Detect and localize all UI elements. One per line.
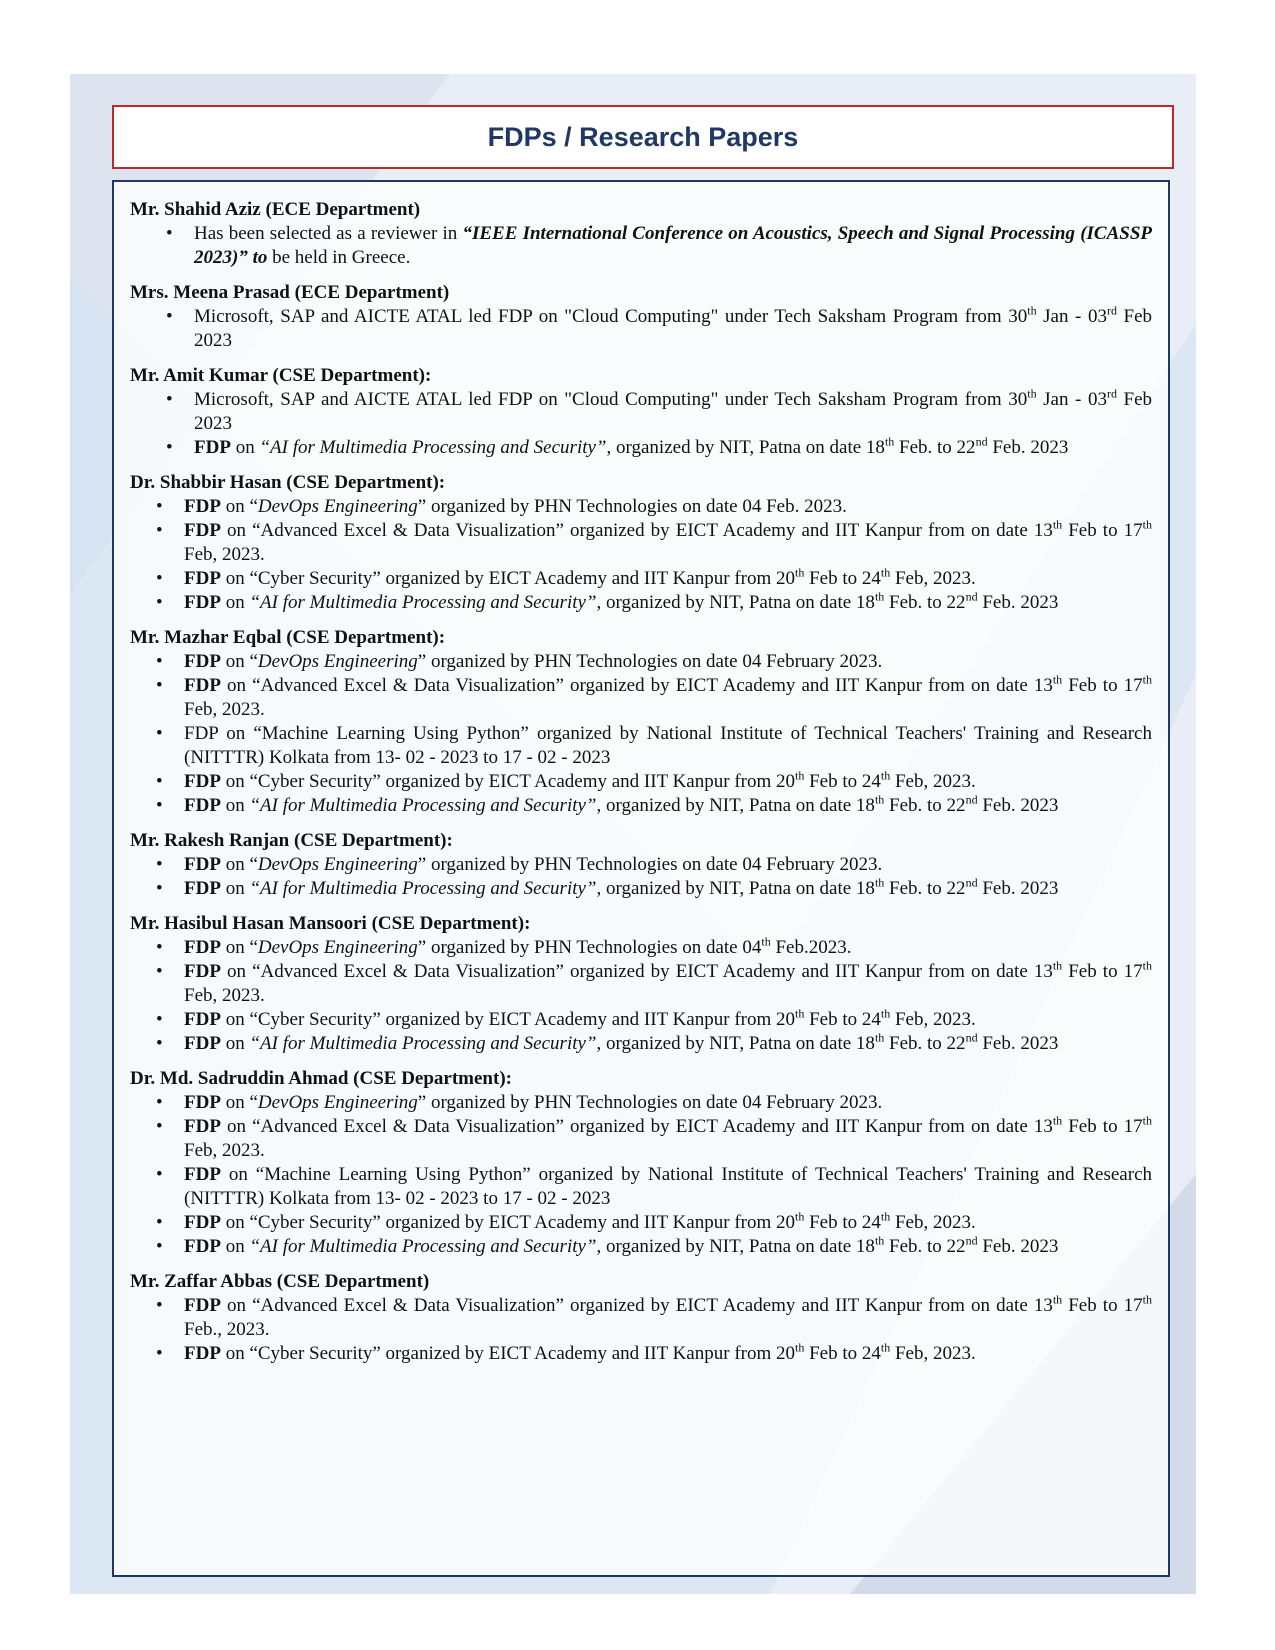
fdp-label: FDP bbox=[184, 1009, 221, 1030]
item-text: Feb to 17 bbox=[1062, 1116, 1143, 1137]
superscript: th bbox=[880, 768, 891, 783]
item-text: Jan - 03 bbox=[1036, 306, 1107, 327]
superscript: th bbox=[1142, 1113, 1153, 1128]
item-text: on “Advanced Excel & Data Visualization” organized by EICT Academy and IIT Kanpur from on date 13 bbox=[220, 961, 1053, 982]
list-item bbox=[130, 794, 1152, 818]
item-text: on “ bbox=[220, 651, 258, 672]
fdp-label: FDP bbox=[184, 1164, 221, 1185]
list-item bbox=[130, 305, 1152, 353]
superscript: th bbox=[795, 768, 805, 783]
fdp-label: FDP bbox=[184, 854, 221, 875]
item-text: on bbox=[220, 795, 250, 816]
item-title: DevOps Engineering bbox=[257, 937, 418, 958]
person-name: Mr. Shahid Aziz (ECE Department) bbox=[130, 199, 421, 220]
list-item bbox=[130, 495, 1152, 519]
fdp-label: FDP bbox=[184, 592, 221, 613]
fdp-label: FDP bbox=[184, 1212, 221, 1233]
item-text: on “ bbox=[220, 1092, 258, 1113]
item-title: “AI for Multimedia Processing and Security” bbox=[249, 1033, 597, 1054]
item-title: “IEEE International Conference on Acoustics, Speech and Signal Processing (ICASSP 2023)” to bbox=[194, 223, 1152, 268]
fdp-label: FDP bbox=[184, 568, 221, 589]
fdp-label: FDP bbox=[184, 795, 221, 816]
item-text: Feb to 24 bbox=[804, 1343, 881, 1364]
item-text: on bbox=[220, 592, 250, 613]
list-item bbox=[130, 722, 1152, 770]
item-title: DevOps Engineering bbox=[257, 496, 418, 517]
superscript: th bbox=[795, 1340, 805, 1355]
item-text: on “Cyber Security” organized by EICT Academy and IIT Kanpur from 20 bbox=[220, 1009, 796, 1030]
list-item bbox=[130, 1342, 1152, 1366]
item-text: ” organized by PHN Technologies on date 04 February 2023. bbox=[417, 651, 883, 672]
item-text: Feb 2023 bbox=[194, 389, 1153, 434]
superscript: rd bbox=[1106, 303, 1117, 318]
item-title: DevOps Engineering bbox=[257, 1092, 418, 1113]
item-text: Feb. to 22 bbox=[884, 1033, 966, 1054]
item-text: Feb to 24 bbox=[804, 771, 881, 792]
list-item bbox=[130, 1008, 1152, 1032]
fdp-label: FDP bbox=[184, 1033, 221, 1054]
item-title: “AI for Multimedia Processing and Security” bbox=[249, 592, 597, 613]
item-text: , organized by NIT, Patna on date 18 bbox=[596, 878, 875, 899]
item-text: Feb. 2023 bbox=[977, 1033, 1059, 1054]
list-item bbox=[130, 674, 1152, 722]
superscript: th bbox=[795, 1006, 805, 1021]
item-text: Feb, 2023. bbox=[890, 771, 976, 792]
person-entry bbox=[130, 829, 1152, 901]
item-text: Feb. to 22 bbox=[884, 795, 966, 816]
person-entry bbox=[130, 471, 1152, 615]
item-text: Feb to 17 bbox=[1062, 520, 1143, 541]
item-text: Microsoft, SAP and AICTE ATAL led FDP on "Cloud Computing" under Tech Saksham Program from 30 bbox=[194, 306, 1028, 327]
page-title: FDPs / Research Papers bbox=[487, 121, 799, 152]
item-text: Feb., 2023. bbox=[184, 1319, 270, 1340]
superscript: th bbox=[880, 1340, 891, 1355]
item-text: ” organized by PHN Technologies on date 04 Feb. 2023. bbox=[417, 496, 847, 517]
item-text: be held in Greece. bbox=[267, 247, 411, 268]
item-text: on bbox=[220, 878, 250, 899]
item-title: DevOps Engineering bbox=[257, 651, 418, 672]
title-box bbox=[112, 105, 1174, 169]
item-text: on “Cyber Security” organized by EICT Academy and IIT Kanpur from 20 bbox=[220, 771, 796, 792]
item-text: Feb 2023 bbox=[194, 306, 1153, 351]
item-list bbox=[130, 936, 1152, 1056]
item-text: Feb. to 22 bbox=[884, 1236, 966, 1257]
item-text: Feb, 2023. bbox=[184, 985, 265, 1006]
item-text: Jan - 03 bbox=[1036, 389, 1107, 410]
superscript: th bbox=[1052, 1292, 1063, 1307]
list-item bbox=[130, 567, 1152, 591]
item-text: Feb to 17 bbox=[1062, 1295, 1143, 1316]
item-text: Feb to 24 bbox=[804, 568, 881, 589]
item-text: Feb. 2023 bbox=[987, 437, 1069, 458]
item-title: “AI for Multimedia Processing and Security” bbox=[249, 795, 597, 816]
item-list bbox=[130, 1294, 1152, 1366]
item-text: ” organized by PHN Technologies on date 04 February 2023. bbox=[417, 854, 883, 875]
item-text: ” organized by PHN Technologies on date 04 February 2023. bbox=[417, 1092, 883, 1113]
superscript: th bbox=[880, 565, 891, 580]
superscript: nd bbox=[965, 792, 978, 807]
superscript: th bbox=[1052, 958, 1063, 973]
person-name: Mrs. Meena Prasad (ECE Department) bbox=[130, 282, 450, 303]
item-text: Feb. to 22 bbox=[894, 437, 976, 458]
fdp-label: FDP bbox=[184, 1092, 221, 1113]
list-item bbox=[130, 1091, 1152, 1115]
item-text: , organized by NIT, Patna on date 18 bbox=[596, 592, 875, 613]
item-text: on “Advanced Excel & Data Visualization” organized by EICT Academy and IIT Kanpur from on date 13 bbox=[220, 1295, 1053, 1316]
list-item bbox=[130, 936, 1152, 960]
item-text: Feb.2023. bbox=[770, 937, 852, 958]
fdp-label: FDP bbox=[184, 1236, 221, 1257]
item-text: Feb, 2023. bbox=[890, 1009, 976, 1030]
person-name: Mr. Zaffar Abbas (CSE Department) bbox=[130, 1271, 430, 1292]
item-title: “AI for Multimedia Processing and Security” bbox=[249, 1236, 597, 1257]
person-entry bbox=[130, 1067, 1152, 1259]
list-item bbox=[130, 388, 1152, 436]
list-item bbox=[130, 1032, 1152, 1056]
fdp-label: FDP bbox=[184, 878, 221, 899]
superscript: th bbox=[874, 792, 885, 807]
item-text: Feb to 24 bbox=[804, 1212, 881, 1233]
item-title: “AI for Multimedia Processing and Security” bbox=[249, 878, 597, 899]
person-name: Mr. Amit Kumar (CSE Department): bbox=[130, 365, 432, 386]
item-text: Feb to 24 bbox=[804, 1009, 881, 1030]
item-text: , organized by NIT, Patna on date 18 bbox=[596, 1236, 875, 1257]
item-list bbox=[130, 305, 1152, 353]
superscript: nd bbox=[965, 1233, 978, 1248]
superscript: nd bbox=[965, 875, 978, 890]
item-title: DevOps Engineering bbox=[257, 854, 418, 875]
list-item bbox=[130, 1115, 1152, 1163]
item-text: Feb, 2023. bbox=[890, 1343, 976, 1364]
superscript: th bbox=[874, 1030, 885, 1045]
list-item bbox=[130, 650, 1152, 674]
item-text: Feb to 17 bbox=[1062, 675, 1143, 696]
item-text: on bbox=[220, 1033, 250, 1054]
item-text: on bbox=[230, 437, 260, 458]
list-item bbox=[130, 877, 1152, 901]
item-text: FDP on “Machine Learning Using Python” organized by National Institute of Technical Teachers' Training and Research (NITTTR) Kolkata from 13- 02 - 2023 to 17 - 02 - 2023 bbox=[184, 723, 1152, 768]
list-item bbox=[130, 436, 1152, 460]
superscript: th bbox=[880, 1209, 891, 1224]
content-box bbox=[112, 180, 1170, 1577]
list-item bbox=[130, 591, 1152, 615]
item-text: Microsoft, SAP and AICTE ATAL led FDP on "Cloud Computing" under Tech Saksham Program from 30 bbox=[194, 389, 1028, 410]
list-item bbox=[130, 1211, 1152, 1235]
superscript: th bbox=[1027, 386, 1037, 401]
fdp-label: FDP bbox=[184, 520, 221, 541]
superscript: th bbox=[1142, 958, 1153, 973]
list-item bbox=[130, 1235, 1152, 1259]
item-title: “AI for Multimedia Processing and Security” bbox=[259, 437, 607, 458]
item-list bbox=[130, 1091, 1152, 1259]
superscript: th bbox=[1027, 303, 1037, 318]
item-text: , organized by NIT, Patna on date 18 bbox=[596, 795, 875, 816]
item-text: Feb, 2023. bbox=[890, 1212, 976, 1233]
fdp-label: FDP bbox=[184, 961, 221, 982]
item-list bbox=[130, 853, 1152, 901]
item-text: on “ bbox=[220, 496, 258, 517]
item-text: Feb. 2023 bbox=[977, 878, 1059, 899]
superscript: th bbox=[795, 1209, 805, 1224]
item-text: ” organized by PHN Technologies on date 04 bbox=[417, 937, 762, 958]
superscript: nd bbox=[965, 589, 978, 604]
superscript: th bbox=[1142, 1292, 1153, 1307]
fdp-label: FDP bbox=[184, 771, 221, 792]
superscript: th bbox=[874, 1233, 885, 1248]
superscript: th bbox=[1052, 1113, 1063, 1128]
person-entry bbox=[130, 198, 1152, 270]
fdp-label: FDP bbox=[184, 1116, 221, 1137]
item-list bbox=[130, 495, 1152, 615]
superscript: th bbox=[874, 589, 885, 604]
fdp-label: FDP bbox=[184, 651, 221, 672]
item-text: on “ bbox=[220, 854, 258, 875]
list-item bbox=[130, 1163, 1152, 1211]
superscript: th bbox=[1052, 517, 1063, 532]
person-entry bbox=[130, 626, 1152, 818]
list-item bbox=[130, 1294, 1152, 1342]
fdp-label: FDP bbox=[184, 937, 221, 958]
item-text: Feb. to 22 bbox=[884, 592, 966, 613]
item-text: Feb. 2023 bbox=[977, 795, 1059, 816]
item-text: Has been selected as a reviewer in bbox=[194, 223, 463, 244]
item-text: on bbox=[220, 1236, 250, 1257]
superscript: nd bbox=[965, 1030, 978, 1045]
fdp-label: FDP bbox=[184, 496, 221, 517]
item-text: on “Machine Learning Using Python” organized by National Institute of Technical Teachers' Training and Research (NITTTR) Kolkata from 13- 02 - 2023 to 17 - 02 - 2023 bbox=[184, 1164, 1152, 1209]
item-text: Feb. 2023 bbox=[977, 1236, 1059, 1257]
item-list bbox=[130, 650, 1152, 818]
item-text: , organized by NIT, Patna on date 18 bbox=[606, 437, 885, 458]
item-text: Feb. to 22 bbox=[884, 878, 966, 899]
person-entry bbox=[130, 281, 1152, 353]
item-list bbox=[130, 388, 1152, 460]
superscript: th bbox=[874, 875, 885, 890]
item-text: Feb, 2023. bbox=[184, 1140, 265, 1161]
fdp-label: FDP bbox=[184, 1295, 221, 1316]
item-text: Feb to 17 bbox=[1062, 961, 1143, 982]
item-text: Feb, 2023. bbox=[890, 568, 976, 589]
person-name: Dr. Shabbir Hasan (CSE Department): bbox=[130, 472, 446, 493]
item-text: on “Cyber Security” organized by EICT Academy and IIT Kanpur from 20 bbox=[220, 1212, 796, 1233]
item-text: on “Advanced Excel & Data Visualization” organized by EICT Academy and IIT Kanpur from on date 13 bbox=[220, 520, 1053, 541]
superscript: th bbox=[1142, 672, 1153, 687]
superscript: rd bbox=[1106, 386, 1117, 401]
item-text: , organized by NIT, Patna on date 18 bbox=[596, 1033, 875, 1054]
fdp-label: FDP bbox=[184, 1343, 221, 1364]
person-name: Mr. Hasibul Hasan Mansoori (CSE Department): bbox=[130, 913, 531, 934]
item-text: Feb. 2023 bbox=[977, 592, 1059, 613]
item-text: Feb, 2023. bbox=[184, 699, 265, 720]
person-entry bbox=[130, 912, 1152, 1056]
superscript: th bbox=[1142, 517, 1153, 532]
item-text: on “Advanced Excel & Data Visualization” organized by EICT Academy and IIT Kanpur from on date 13 bbox=[220, 675, 1053, 696]
item-text: Feb, 2023. bbox=[184, 544, 265, 565]
person-entry bbox=[130, 364, 1152, 460]
superscript: th bbox=[884, 434, 895, 449]
person-name: Dr. Md. Sadruddin Ahmad (CSE Department): bbox=[130, 1068, 512, 1089]
item-text: on “Cyber Security” organized by EICT Academy and IIT Kanpur from 20 bbox=[220, 1343, 796, 1364]
item-text: on “Advanced Excel & Data Visualization” organized by EICT Academy and IIT Kanpur from on date 13 bbox=[220, 1116, 1053, 1137]
item-list bbox=[130, 222, 1152, 270]
list-item bbox=[130, 770, 1152, 794]
superscript: th bbox=[1052, 672, 1063, 687]
list-item bbox=[130, 853, 1152, 877]
list-item bbox=[130, 960, 1152, 1008]
person-entry bbox=[130, 1270, 1152, 1366]
superscript: th bbox=[761, 934, 771, 949]
item-text: on “Cyber Security” organized by EICT Academy and IIT Kanpur from 20 bbox=[220, 568, 796, 589]
person-name: Mr. Rakesh Ranjan (CSE Department): bbox=[130, 830, 453, 851]
superscript: nd bbox=[975, 434, 988, 449]
list-item bbox=[130, 222, 1152, 270]
superscript: th bbox=[880, 1006, 891, 1021]
fdp-label: FDP bbox=[184, 675, 221, 696]
superscript: th bbox=[795, 565, 805, 580]
item-text: on “ bbox=[220, 937, 258, 958]
person-name: Mr. Mazhar Eqbal (CSE Department): bbox=[130, 627, 446, 648]
content bbox=[130, 198, 1152, 1377]
fdp-label: FDP bbox=[194, 437, 231, 458]
list-item bbox=[130, 519, 1152, 567]
